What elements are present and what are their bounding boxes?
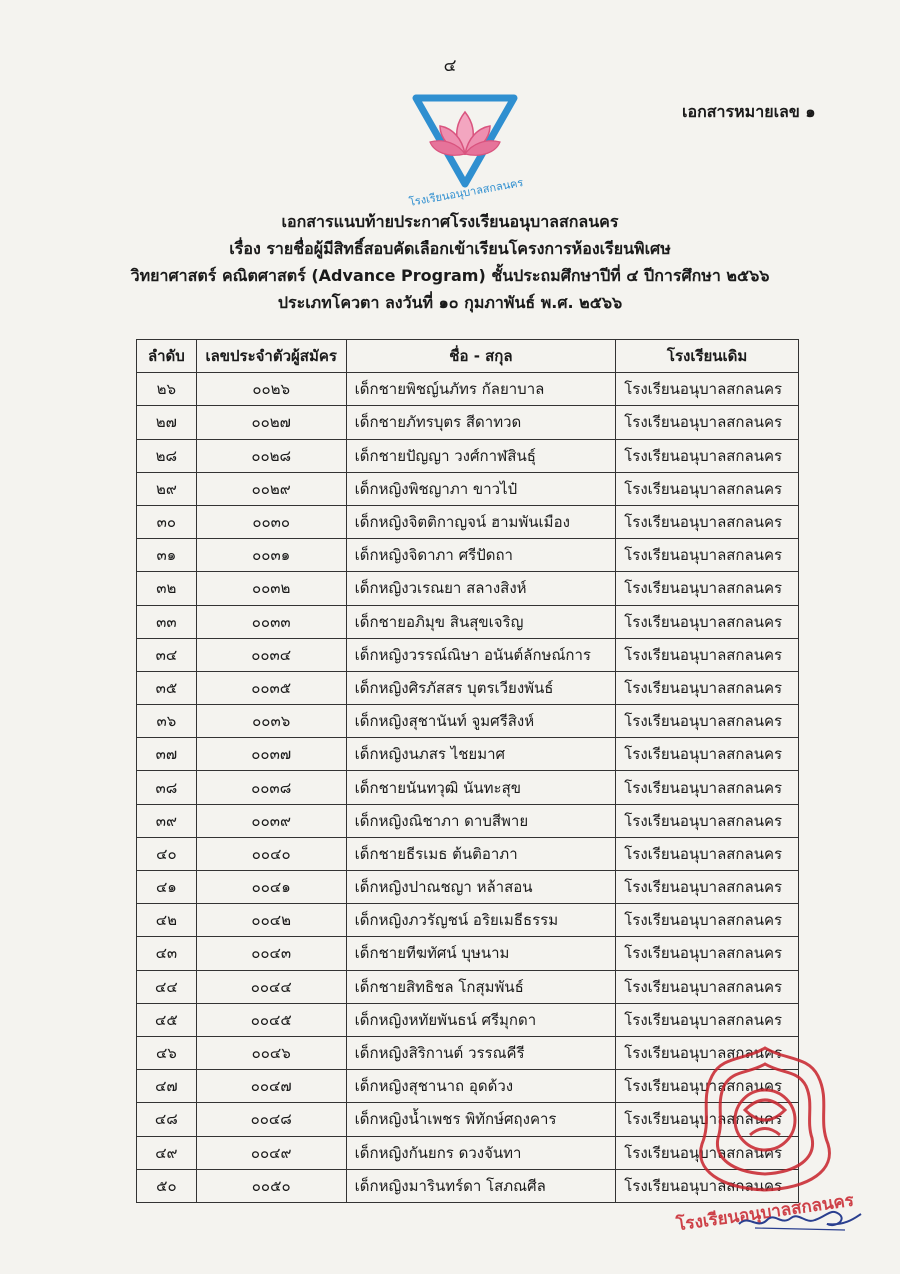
table-row [137,837,799,870]
row-order: ๓๙ [137,804,197,837]
page-number: ๔ [443,56,457,76]
row-previous-school: โรงเรียนอนุบาลสกลนคร [616,705,799,738]
heading-line-4: ประเภทโควตา ลงวันที่ ๑๐ กุมภาพันธ์ พ.ศ. ๒๕๖๖ [277,293,623,312]
table-row [137,572,799,605]
table-row [137,771,799,804]
row-previous-school: โรงเรียนอนุบาลสกลนคร [616,771,799,804]
row-order: ๔๓ [137,937,197,970]
row-previous-school: โรงเรียนอนุบาลสกลนคร [616,837,799,870]
row-applicant-id: ๐๐๓๕ [196,671,346,704]
row-full-name: เด็กชายนันทวุฒิ นันทะสุข [346,771,616,804]
row-applicant-id: ๐๐๔๙ [196,1136,346,1169]
row-full-name: เด็กหญิงพิชญาภา ขาวไป๋ [346,472,616,505]
row-previous-school: โรงเรียนอนุบาลสกลนคร [616,373,799,406]
row-applicant-id: ๐๐๔๖ [196,1036,346,1069]
row-order: ๔๗ [137,1070,197,1103]
table-row [137,406,799,439]
header-order: ลำดับ [137,340,197,373]
row-applicant-id: ๐๐๓๑ [196,539,346,572]
school-lotus-logo-icon [407,92,525,209]
row-previous-school: โรงเรียนอนุบาลสกลนคร [616,638,799,671]
row-previous-school: โรงเรียนอนุบาลสกลนคร [616,1103,799,1136]
heading-line-2: เรื่อง รายชื่อผู้มีสิทธิ์สอบคัดเลือกเข้าเรียนโครงการห้องเรียนพิเศษ [229,239,671,258]
heading-line-3: วิทยาศาสตร์ คณิตศาสตร์ (Advance Program) ชั้นประถมศึกษาปีที่ ๔ ปีการศึกษา ๒๕๖๖ [130,266,770,285]
row-order: ๔๐ [137,837,197,870]
row-applicant-id: ๐๐๔๗ [196,1070,346,1103]
row-previous-school: โรงเรียนอนุบาลสกลนคร [616,937,799,970]
row-previous-school: โรงเรียนอนุบาลสกลนคร [616,472,799,505]
table-row [137,472,799,505]
row-order: ๔๕ [137,1003,197,1036]
table-row [137,937,799,970]
row-full-name: เด็กชายปัญญา วงศ์กาฬสินธุ์ [346,439,616,472]
table-row [137,439,799,472]
table-row [137,738,799,771]
logo-text: โรงเรียนอนุบาลสกลนคร [407,176,525,209]
row-order: ๓๓ [137,605,197,638]
row-applicant-id: ๐๐๒๗ [196,406,346,439]
signature-icon [735,1196,865,1236]
row-order: ๕๐ [137,1169,197,1202]
row-full-name: เด็กหญิงจิตติกาญจน์ ฮามพันเมือง [346,505,616,538]
row-previous-school: โรงเรียนอนุบาลสกลนคร [616,671,799,704]
row-previous-school: โรงเรียนอนุบาลสกลนคร [616,871,799,904]
row-previous-school: โรงเรียนอนุบาลสกลนคร [616,970,799,1003]
heading-line-1: เอกสารแนบท้ายประกาศโรงเรียนอนุบาลสกลนคร [281,212,619,231]
row-applicant-id: ๐๐๔๕ [196,1003,346,1036]
row-order: ๔๔ [137,970,197,1003]
row-applicant-id: ๐๐๔๓ [196,937,346,970]
row-applicant-id: ๐๐๒๘ [196,439,346,472]
row-full-name: เด็กหญิงภวรัญชน์ อริยเมธีธรรม [346,904,616,937]
row-applicant-id: ๐๐๒๙ [196,472,346,505]
row-previous-school: โรงเรียนอนุบาลสกลนคร [616,1136,799,1169]
table-row [137,638,799,671]
table-row [137,705,799,738]
row-previous-school: โรงเรียนอนุบาลสกลนคร [616,539,799,572]
row-order: ๔๘ [137,1103,197,1136]
row-full-name: เด็กหญิงณิชาภา ดาบสีพาย [346,804,616,837]
seal-text: โรงเรียนอนุบาลสกลนคร [675,1190,856,1236]
table-row [137,539,799,572]
row-applicant-id: ๐๐๔๘ [196,1103,346,1136]
row-applicant-id: ๐๐๓๙ [196,804,346,837]
row-previous-school: โรงเรียนอนุบาลสกลนคร [616,572,799,605]
row-order: ๒๗ [137,406,197,439]
row-full-name: เด็กหญิงศิรภัสสร บุตรเวียงพันธ์ [346,671,616,704]
row-order: ๒๘ [137,439,197,472]
row-order: ๓๔ [137,638,197,671]
row-full-name: เด็กชายอภิมุข สินสุขเจริญ [346,605,616,638]
table-row [137,871,799,904]
table-row [137,373,799,406]
row-applicant-id: ๐๐๔๑ [196,871,346,904]
row-full-name: เด็กหญิงน้ำเพชร พิทักษ์ศฤงคาร [346,1103,616,1136]
table-row [137,1003,799,1036]
row-full-name: เด็กหญิงปาณชญา หล้าสอน [346,871,616,904]
row-full-name: เด็กหญิงสุชานันท์ จูมศรีสิงห์ [346,705,616,738]
row-applicant-id: ๐๐๓๐ [196,505,346,538]
row-order: ๓๕ [137,671,197,704]
header-previous-school: โรงเรียนเดิม [616,340,799,373]
row-previous-school: โรงเรียนอนุบาลสกลนคร [616,738,799,771]
header-full-name: ชื่อ - สกุล [346,340,616,373]
document-reference: เอกสารหมายเลข ๑ [682,102,816,121]
row-full-name: เด็กชายสิทธิชล โกสุมพันธ์ [346,970,616,1003]
row-full-name: เด็กหญิงวรรณ์ณิษา อนันต์ลักษณ์การ [346,638,616,671]
row-order: ๔๙ [137,1136,197,1169]
row-previous-school: โรงเรียนอนุบาลสกลนคร [616,439,799,472]
row-applicant-id: ๐๐๔๔ [196,970,346,1003]
table-header-row [137,340,799,373]
row-order: ๓๐ [137,505,197,538]
row-previous-school: โรงเรียนอนุบาลสกลนคร [616,1003,799,1036]
row-order: ๓๘ [137,771,197,804]
row-full-name: เด็กหญิงมารินทร์ดา โสภณศีล [346,1169,616,1202]
row-full-name: เด็กชายทีฆทัศน์ บุษนาม [346,937,616,970]
row-order: ๓๗ [137,738,197,771]
document-heading [0,208,900,316]
row-full-name: เด็กหญิงสิริกานต์ วรรณคีรี [346,1036,616,1069]
header-applicant-id: เลขประจำตัวผู้สมัคร [196,340,346,373]
row-full-name: เด็กหญิงจิดาภา ศรีปัดถา [346,539,616,572]
row-applicant-id: ๐๐๕๐ [196,1169,346,1202]
row-previous-school: โรงเรียนอนุบาลสกลนคร [616,804,799,837]
row-applicant-id: ๐๐๓๖ [196,705,346,738]
row-previous-school: โรงเรียนอนุบาลสกลนคร [616,605,799,638]
row-full-name: เด็กหญิงหทัยพันธน์ ศรีมุกดา [346,1003,616,1036]
row-order: ๓๑ [137,539,197,572]
row-order: ๓๒ [137,572,197,605]
row-applicant-id: ๐๐๓๒ [196,572,346,605]
row-full-name: เด็กชายภัทรบุตร สีดาทวด [346,406,616,439]
row-full-name: เด็กชายพิชญ์นภัทร กัลยาบาล [346,373,616,406]
row-previous-school: โรงเรียนอนุบาลสกลนคร [616,904,799,937]
row-full-name: เด็กหญิงวเรณยา สลางสิงห์ [346,572,616,605]
row-applicant-id: ๐๐๔๒ [196,904,346,937]
table-row [137,671,799,704]
table-row [137,970,799,1003]
row-applicant-id: ๐๐๓๓ [196,605,346,638]
row-applicant-id: ๐๐๓๔ [196,638,346,671]
row-previous-school: โรงเรียนอนุบาลสกลนคร [616,406,799,439]
row-order: ๒๙ [137,472,197,505]
row-order: ๔๖ [137,1036,197,1069]
row-applicant-id: ๐๐๒๖ [196,373,346,406]
table-row [137,605,799,638]
row-full-name: เด็กหญิงนภสร ไชยมาศ [346,738,616,771]
row-order: ๔๑ [137,871,197,904]
row-order: ๔๒ [137,904,197,937]
row-order: ๒๖ [137,373,197,406]
table-row [137,904,799,937]
table-row [137,804,799,837]
row-previous-school: โรงเรียนอนุบาลสกลนคร [616,1169,799,1202]
row-previous-school: โรงเรียนอนุบาลสกลนคร [616,505,799,538]
row-full-name: เด็กหญิงกันยกร ดวงจันทา [346,1136,616,1169]
table-row [137,505,799,538]
row-full-name: เด็กหญิงสุชานาถ อุดด้วง [346,1070,616,1103]
row-applicant-id: ๐๐๔๐ [196,837,346,870]
row-applicant-id: ๐๐๓๗ [196,738,346,771]
row-previous-school: โรงเรียนอนุบาลสกลนคร [616,1036,799,1069]
row-full-name: เด็กชายธีรเมธ ต้นติอาภา [346,837,616,870]
row-order: ๓๖ [137,705,197,738]
row-applicant-id: ๐๐๓๘ [196,771,346,804]
row-previous-school: โรงเรียนอนุบาลสกลนคร [616,1070,799,1103]
